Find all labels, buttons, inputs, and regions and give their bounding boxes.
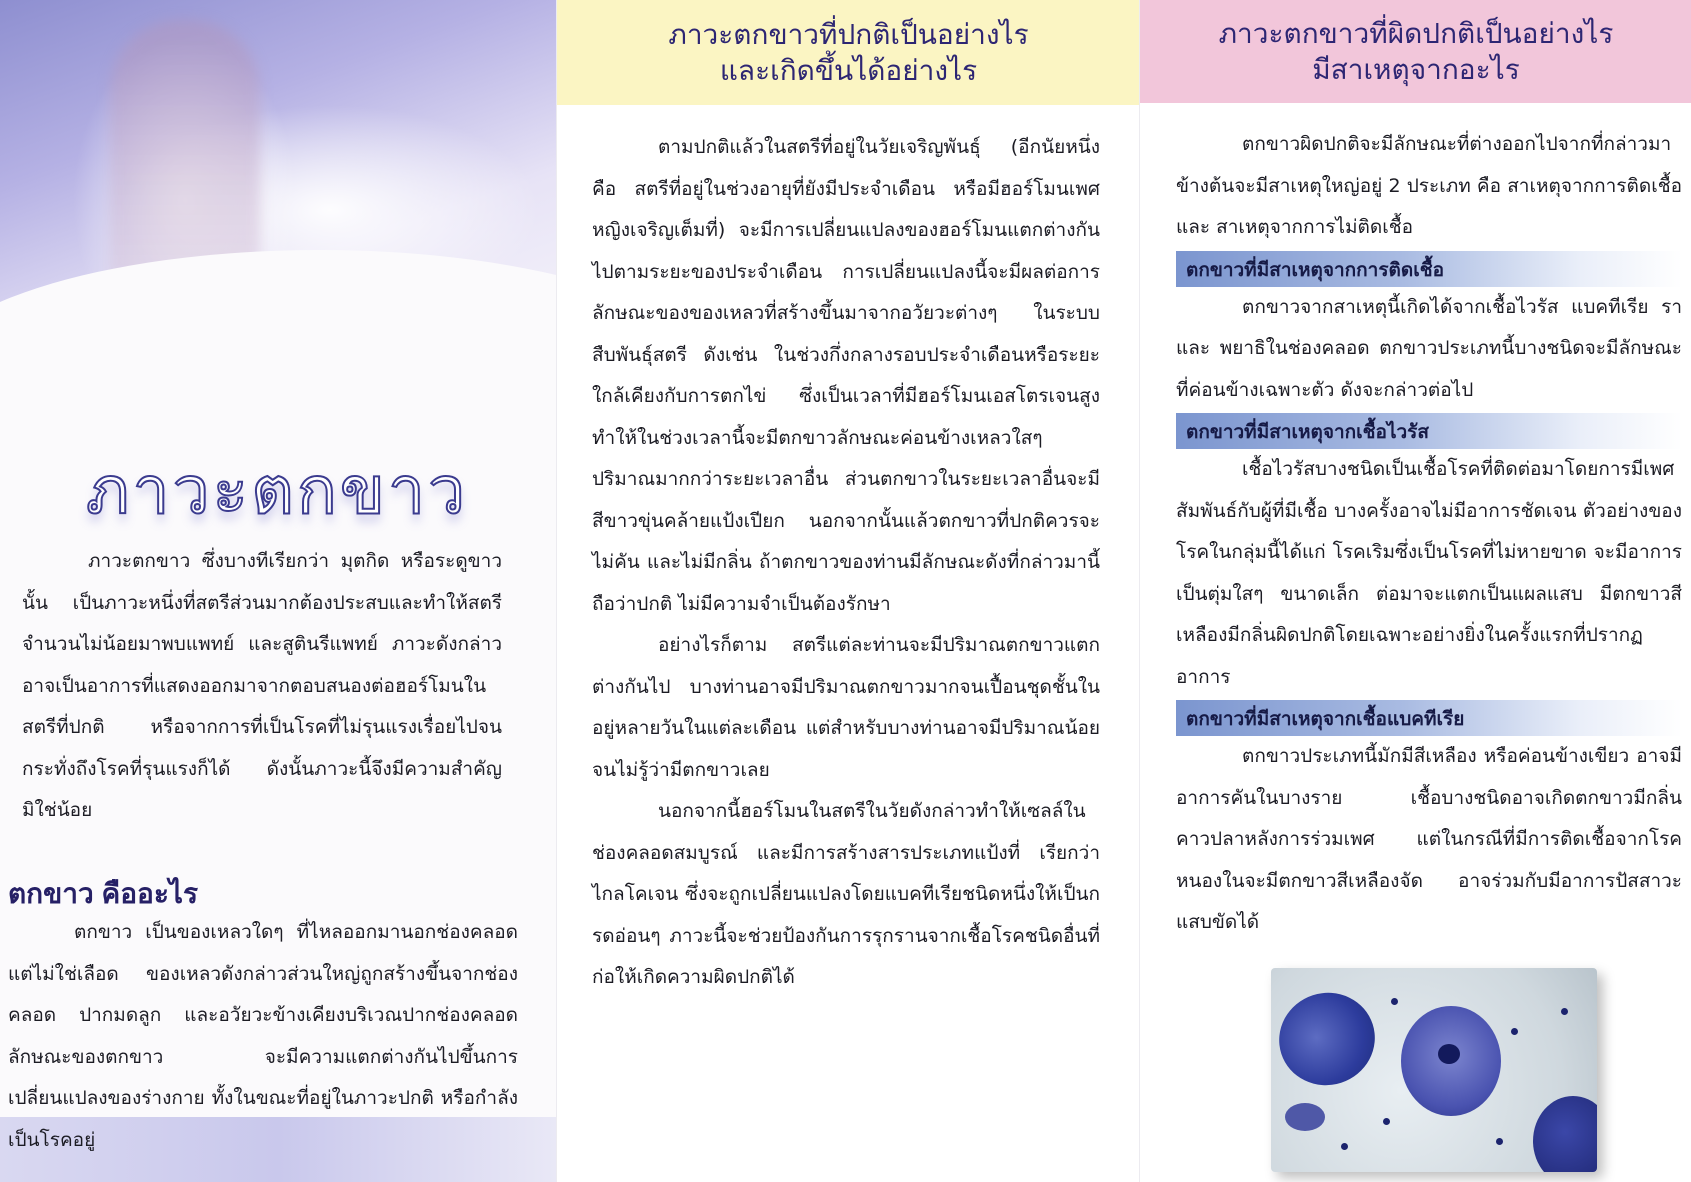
cell-shape: [1533, 1096, 1597, 1172]
cell-nucleus: [1438, 1044, 1460, 1064]
panel-header: [557, 0, 1139, 105]
subheading-bacteria: [1176, 700, 1682, 736]
header-line-2: และเกิดขึ้นได้อย่างไร: [719, 54, 978, 86]
cell-shape: [1285, 1103, 1325, 1131]
brochure-title: ภาวะตกขาว: [86, 453, 469, 527]
intro-paragraph: ภาวะตกขาว ซึ่งบางทีเรียกว่า มุตกิด หรือระดูขาวนั้น เป็นภาวะหนึ่งที่สตรีส่วนมากต้องประสบและทำให้สตรีจำนวนไม่น้อยมาพบแพทย์ และสูตินรีแพทย์ ภาวะดังกล่าวอาจเป็นอาการที่แสดงออกมาจากตอบสนองต่อฮอร์โมนในสตรีที่ปกติ หรือจากการที่เป็นโรคที่ไม่รุนแรงเรื่อยไปจนกระทั่งถึงโรคที่รุนแรงก็ได้ ดังนั้นภาวะนี้จึงมีความสำคัญมิใช่น้อย: [22, 550, 502, 821]
section-heading: ตกขาว คืออะไร: [8, 878, 199, 909]
panel-intro: [0, 0, 556, 1182]
bacteria-text: [1176, 736, 1682, 944]
panel-normal-discharge: [556, 0, 1139, 1182]
bacteria-dot: [1341, 1143, 1348, 1150]
infection-text: [1176, 287, 1682, 412]
bacteria-dot: [1511, 1028, 1518, 1035]
definition-text: [8, 912, 518, 1161]
paragraph: ตกขาวผิดปกติจะมีลักษณะที่ต่างออกไปจากที่กล่าวมาข้างต้นจะมีสาเหตุใหญ่อยู่ 2 ประเภท คือ สาเหตุจากการติดเชื้อ และ สาเหตุจากการไม่ติดเชื้อ: [1176, 133, 1682, 238]
cover-illustration: [0, 0, 556, 420]
cell-shape: [1271, 980, 1387, 1097]
panel-body: [1176, 124, 1682, 944]
header-line-1: ภาวะตกขาวที่ปกติเป็นอย่างไร: [668, 18, 1029, 50]
subheading-label: ตกขาวที่มีสาเหตุจากเชื้อแบคทีเรีย: [1186, 708, 1465, 730]
panel-abnormal-discharge: [1139, 0, 1691, 1182]
header-line-1: ภาวะตกขาวที่ผิดปกติเป็นอย่างไร: [1218, 17, 1614, 49]
panel-header: [1140, 0, 1691, 103]
bacteria-dot: [1383, 1118, 1390, 1125]
intro-text: [1176, 124, 1682, 249]
bacteria-dot: [1496, 1138, 1503, 1145]
header-line-2: มีสาเหตุจากอะไร: [1312, 53, 1520, 85]
subheading-label: ตกขาวที่มีสาเหตุจากการติดเชื้อ: [1186, 258, 1445, 281]
paragraph: นอกจากนี้ฮอร์โมนในสตรีในวัยดังกล่าวทำให้เซลล์ในช่องคลอดสมบูรณ์ และมีการสร้างสารประเภทแป้งที่ เรียกว่าไกลโคเจน ซึ่งจะถูกเปลี่ยนแปลงโดยแบคทีเรียชนิดหนึ่งให้เป็นกรดอ่อนๆ ภาวะนี้จะช่วยป้องกันการรุกรานจากเชื้อโรคชนิดอื่นที่ก่อให้เกิดความผิดปกติได้: [592, 800, 1100, 988]
paragraph: อย่างไรก็ตาม สตรีแต่ละท่านจะมีปริมาณตกขาวแตกต่างกันไป บางท่านอาจมีปริมาณตกขาวมากจนเปื้อนชุดชั้นในอยู่หลายวันในแต่ละเดือน แต่สำหรับบางท่านอาจมีปริมาณน้อยจนไม่รู้ว่ามีตกขาวเลย: [592, 634, 1100, 781]
intro-text: [22, 541, 502, 832]
paragraph: ตกขาวจากสาเหตุนี้เกิดได้จากเชื้อไวรัส แบคทีเรีย รา และ พยาธิในช่องคลอด ตกขาวประเภทนี้บางชนิดจะมีลักษณะที่ค่อนข้างเฉพาะตัว ดังจะกล่าวต่อไป: [1176, 295, 1682, 401]
paragraph: ตามปกติแล้วในสตรีที่อยู่ในวัยเจริญพันธุ์ (อีกนัยหนึ่งคือ สตรีที่อยู่ในช่วงอายุที่ยังมีประจำเดือน หรือมีฮอร์โมนเพศหญิงเจริญเต็มที่) จะมีการเปลี่ยนแปลงของฮอร์โมนแตกต่างกันไปตามระยะของประจำเดือน การเปลี่ยนแปลงนี้จะมีผลต่อการลักษณะของของเหลวที่สร้างขึ้นมาจากอวัยวะต่างๆ ในระบบสืบพันธุ์สตรี ดังเช่น ในช่วงกึ่งกลางรอบประจำเดือนหรือระยะใกล้เคียงกับการตกไข่ ซึ่งเป็นเวลาที่มีฮอร์โมนเอสโตรเจนสูง ทำให้ในช่วงเวลานี้จะมีตกขาวลักษณะค่อนข้างเหลวใสๆ ปริมาณมากกว่าระยะเวลาอื่น ส่วนตกขาวในระยะเวลาอื่นจะมีสีขาวขุ่นคล้ายแป้งเปียก นอกจากนั้นแล้วตกขาวที่ปกติควรจะไม่คัน และไม่มีกลิ่น ถ้าตกขาวของท่านมีลักษณะดังที่กล่าวมานี้ถือว่าปกติ ไม่มีความจำเป็นต้องรักษา: [592, 136, 1100, 615]
microscope-image: [1271, 968, 1597, 1172]
definition-paragraph: ตกขาว เป็นของเหลวใดๆ ที่ไหลออกมานอกช่องคลอด แต่ไม่ใช่เลือด ของเหลวดังกล่าวส่วนใหญ่ถูกสร้างขึ้นจากช่องคลอด ปากมดลูก และอวัยวะข้างเคียงบริเวณปากช่องคลอด ลักษณะของตกขาว จะมีความแตกต่างกันไปขึ้นการเปลี่ยนแปลงของร่างกาย ทั้งในขณะที่อยู่ในภาวะปกติ หรือกำลังเป็นโรคอยู่: [8, 921, 518, 1151]
paragraph: เชื้อไวรัสบางชนิดเป็นเชื้อโรคที่ติดต่อมาโดยการมีเพศสัมพันธ์กับผู้ที่มีเชื้อ บางครั้งอาจไม่มีอาการชัดเจน ตัวอย่างของโรคในกลุ่มนี้ได้แก่ โรคเริมซึ่งเป็นโรคที่ไม่หายขาด จะมีอาการเป็นตุ่มใสๆ ขนาดเล็ก ต่อมาจะแตกเป็นแผลแสบ มีตกขาวสีเหลืองมีกลิ่นผิดปกติโดยเฉพาะอย่างยิ่งในครั้งแรกที่ปรากฏอาการ: [1176, 458, 1682, 688]
virus-text: [1176, 449, 1682, 698]
panel-body: [592, 127, 1100, 999]
bacteria-dot: [1391, 998, 1398, 1005]
paragraph: ตกขาวประเภทนี้มักมีสีเหลือง หรือค่อนข้างเขียว อาจมีอาการคันในบางราย เชื้อบางชนิดอาจเกิดตกขาวมีกลิ่นคาวปลาหลังการร่วมเพศ แต่ในกรณีที่มีการติดเชื้อจากโรคหนองในจะมีตกขาวสีเหลืองจัด อาจร่วมกับมีอาการปัสสาวะแสบขัดได้: [1176, 745, 1682, 933]
subheading-virus: [1176, 413, 1682, 449]
subheading-infection: [1176, 251, 1682, 287]
subheading-label: ตกขาวที่มีสาเหตุจากเชื้อไวรัส: [1186, 421, 1429, 443]
bacteria-dot: [1561, 1008, 1568, 1015]
